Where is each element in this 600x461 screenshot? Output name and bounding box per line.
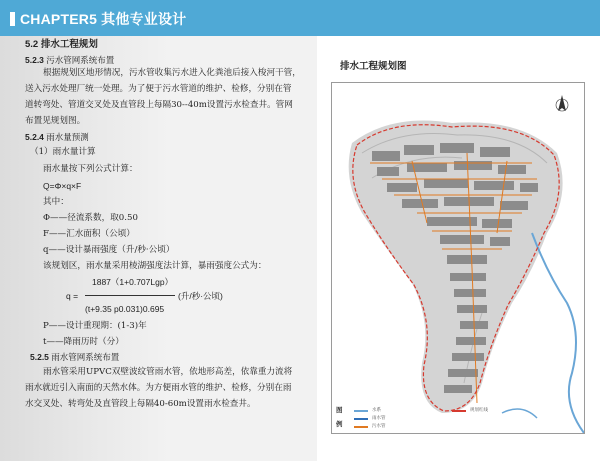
formula-fraction-bar [85,295,175,296]
paragraph-line: 其中： [43,197,69,207]
subsection-number: 5.2.3 [25,55,44,65]
stream [502,409,537,418]
subsection-heading-rain-volume [25,131,89,144]
definition-line: F——汇水面积（公顷） [43,229,135,239]
legend-swatch-sewer-pipe [354,426,368,428]
paragraph-line: 该规划区，雨水量采用棱湖强度法计算，暴雨强度公式为： [43,261,267,271]
legend-item-redline: 规划红线 [470,408,488,413]
paragraph-line: 送入污水处理厂统一处理。为了便于污水管道的维护、检修，分别在管 [25,84,292,94]
drainage-plan-map [331,82,585,434]
legend-swatch-redline [452,410,466,412]
formula-numerator: 1887（1+0.707Lgp） [92,277,174,287]
section-heading: 5.2 排水工程规划 [25,39,98,50]
formula-unit: (升/秒·公顷) [178,291,223,301]
paragraph-line: 雨水就近引入南面的天然水体。为方便雨水管的维护、检修，分别在雨 [25,383,292,393]
legend-item-sewer-pipe: 污水管 [372,424,386,429]
subsection-title: 雨水管网系统布置 [51,353,120,363]
paragraph-line: 水交叉处、转弯处及直管段上每隔40-60m设置雨水检查井。 [25,399,256,409]
definition-line: q——设计暴雨强度（升/秒·公顷） [43,245,175,255]
legend-item-water: 水系 [372,408,381,413]
subsection-number: 5.2.4 [25,132,44,142]
legend-swatch-rain-pipe [354,418,368,420]
legend-key-bottom: 例 [336,420,343,428]
paragraph-line: 道转弯处、管道交叉处及直管段上每隔30--40m设置污水检查井。管网 [25,100,293,110]
paragraph-line: 雨水管采用UPVC双壁波纹管雨水管，依地形高差，依靠重力流将 [43,367,293,377]
formula-denominator: (t+9.35 p0.031)0.695 [85,304,165,314]
subsection-number: 5.2.5 [30,352,49,362]
subsection-title: 雨水量预测 [46,133,89,143]
formula-main: Q=Φ×q×F [43,181,82,191]
chapter-header [0,0,600,36]
definition-line: P——设计重现期：(1-3)年 [43,321,147,331]
header-accent-bar [10,12,15,26]
subsection-heading-rain-network [30,351,119,364]
subsection-title: 污水管网系统布置 [46,56,115,66]
paragraph-line: 根据规划区地形情况，污水管收集污水进入化粪池后接入梭河干管， [43,68,301,78]
paragraph-line: 雨水量按下列公式计算： [43,164,138,174]
list-item-heading: （1）雨水量计算 [30,147,96,157]
map-drawing [332,83,585,434]
paragraph-line: 布置见规划图。 [25,116,86,126]
north-arrow-icon [556,95,568,111]
legend-key-top: 图 [336,406,343,414]
river [532,233,584,433]
legend-item-rain-pipe: 雨水管 [372,416,386,421]
legend-swatch-water [354,410,368,412]
definition-line: Φ——径流系数，取0.50 [43,213,138,223]
formula-lhs: q = [66,291,79,301]
chapter-title: CHAPTER5 其他专业设计 [20,11,187,27]
definition-line: t——降雨历时（分） [43,337,124,347]
map-title: 排水工程规划图 [340,61,407,72]
